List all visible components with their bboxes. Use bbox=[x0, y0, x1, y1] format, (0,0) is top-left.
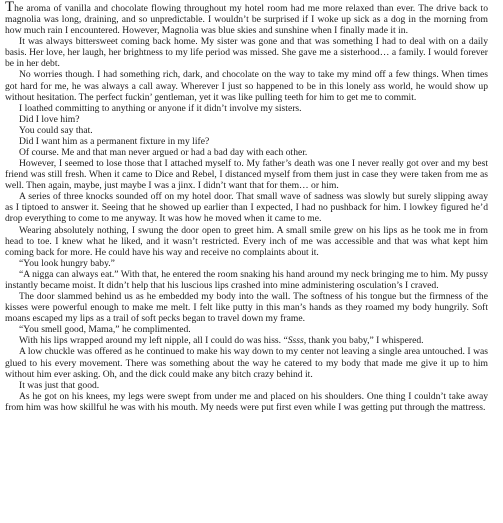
paragraph: Wearing absolutely nothing, I swung the door open to greet him. A small smile grew on his lips as he took me in from head to toe. I knew what he liked, and it wasn’t restricted. Every inch of me was accessible and that was what kept him coming back for more. He could have his way and receive no complaints about it. bbox=[5, 224, 488, 258]
paragraph: It was just that good. bbox=[19, 379, 100, 391]
paragraph: “You smell good, Mama,” he complimented. bbox=[19, 324, 191, 336]
paragraph: The door slammed behind us as he embedded my body into the wall. The softness of his tongue but the firmness of the kisses were powerful enough to make me melt. I felt like putty in this man’s hands as they roamed my body hungrily. Soft moans escaped my lips as a trail of soft pecks began to travel down my frame. bbox=[5, 291, 488, 325]
paragraph: Did I want him as a permanent fixture in my life? bbox=[19, 135, 210, 147]
paragraph: A series of three knocks sounded off on my hotel door. That small wave of sadness was slowly but surely slipping away as I tiptoed to answer it. Seeing that he showed up earlier than I expected, I had no pushback for him. I lowkey figured he’d drop everything to come to me anyway. It was how he moved when it came to me. bbox=[5, 191, 488, 225]
paragraph: It was always bittersweet coming back home. My sister was gone and that was something I had to deal with on a daily basis. Her love, her laugh, her brightness to my life period was missed. She gave me a sisterhood… a family. I would forever be in her debt. bbox=[5, 36, 488, 70]
paragraph: With his lips wrapped around my left nipple, all I could do was hiss. “Ssss, thank you baby,” I whispered. bbox=[19, 335, 424, 347]
emphasis: Ssss, bbox=[287, 335, 307, 347]
paragraph: However, I seemed to lose those that I attached myself to. My father’s death was one I never really got over and my best friend was still fresh. When it came to Dice and Rebel, I distanced myself from them just in case they were taken from me as well. Then again, maybe, just maybe I was a jinx. I didn’t want that for them… or him. bbox=[5, 158, 488, 192]
paragraph: “A nigga can always eat.” With that, he entered the room snaking his hand around my neck bringing me to him. My pussy instantly became moist. It didn’t help that his luscious lips crashed into mine administering osculation’s I craved. bbox=[5, 268, 488, 291]
paragraph bbox=[5, 2, 488, 36]
paragraph: No worries though. I had something rich, dark, and chocolate on the way to take my mind off a few things. When times got hard for me, he was always a call away. Wherever I just so happened to be in this lonely ass world, he would show up without hesitation. The perfect fuckin’ gentleman, yet it was like pulling teeth for him to get me to commit. bbox=[5, 69, 488, 103]
paragraph: Of course. Me and that man never argued or had a bad day with each other. bbox=[19, 147, 308, 159]
drop-cap: T bbox=[5, 0, 15, 15]
paragraph: Did I love him? bbox=[19, 113, 80, 125]
paragraph: You could say that. bbox=[19, 124, 93, 136]
paragraph-text: he aroma of vanilla and chocolate flowing throughout my hotel room had me more relaxed than ever. The drive back to magnolia was long, draining, and so unpredictable. I wouldn’t be surprised if I woke up sick as a dog in the morning from how much rain I encountered. However, Magnolia was blue skies and sunshine when I finally made it in. bbox=[5, 3, 488, 37]
paragraph: A low chuckle was offered as he continued to make his way down to my center not leaving a single area untouched. I was glued to his every movement. There was something about the way he catered to my body that made me give it up to him without him ever asking. Oh, and the dick could make any bitch crazy behind it. bbox=[5, 346, 488, 380]
paragraph: I loathed committing to anything or anyone if it didn’t involve my sisters. bbox=[19, 102, 302, 114]
paragraph: As he got on his knees, my legs were swept from under me and placed on his shoulders. One thing I couldn’t take away from him was how skillful he was with his mouth. My needs were put first even while I was getting put through the mattress. bbox=[5, 390, 488, 413]
paragraph: “You look hungry baby.” bbox=[19, 257, 115, 269]
